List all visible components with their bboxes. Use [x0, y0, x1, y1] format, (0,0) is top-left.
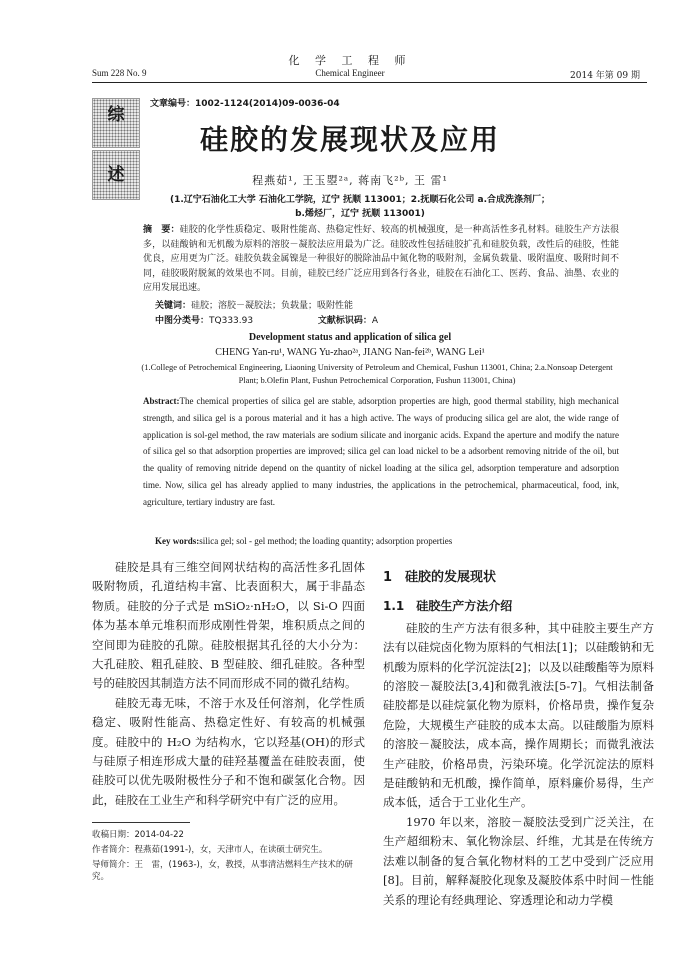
body-right-column: [383, 558, 654, 910]
section-heading: 1 硅胶的发展现状: [383, 570, 497, 585]
received-date: 收稿日期：2014-04-22: [92, 830, 184, 840]
review-badge-char: 述: [107, 165, 125, 185]
author-list: 程燕茹¹, 王玉曌²ᵃ, 蒋南飞²ᵇ, 王 雷¹: [252, 174, 448, 187]
doc-code-value: A: [371, 316, 379, 326]
abstract-cn-text: 硅胶的化学性质稳定、吸附性能高、热稳定性好、较高的机械强度，是一种高活性多孔材料。硅胶生产方法很多，以硅酸钠和无机酸为原料的溶胶－凝胶法应用最为广泛。硅胶改性包括硅胶扩孔和硅胶负载，改性后的硅胶，性能优良，应用更为广泛。硅胶负载金属镍是一种很好的脱除油品中氮化物的吸附剂，金属负载量、吸附温度、吸附时间不同，硅胶吸附脱氮的效果也不同。目前，硅胶已经广泛应用到各行各业，硅胶在石油化工、医药、食品、油墨、农业的应用发展迅速。: [143, 225, 619, 294]
footnote-rule: [92, 822, 190, 823]
header-rule: [92, 82, 647, 83]
english-keywords-text: silica gel; sol - gel method; the loading quantity; adsorption properties: [199, 536, 453, 546]
keywords-cn-text: 硅胶；溶胶－凝胶法；负载量；吸附性能: [191, 301, 354, 311]
body-left-column: [92, 558, 365, 810]
clc-value: TQ333.93: [209, 316, 254, 326]
keywords-cn-label: 关键词：: [155, 301, 192, 311]
journal-name-cn: 化 学 工 程 师: [288, 54, 412, 67]
english-keywords-label: Key words:: [155, 536, 200, 546]
issue-year: 2014 年第 09 期: [570, 71, 640, 81]
keywords-cn: [155, 298, 353, 311]
review-badge-char: 综: [107, 105, 125, 125]
english-abstract: [143, 393, 619, 511]
affiliation-cn: [110, 193, 610, 221]
english-title: Development status and application of silica gel: [248, 332, 452, 343]
abstract-cn: [143, 223, 619, 296]
affiliation-line: b.烯烃厂，辽宁 抚顺 113001): [295, 209, 425, 219]
body-paragraph: 硅胶是具有三维空间网状结构的高活性多孔固体吸附物质，孔道结构丰富、比表面积大，属于非晶态物质。硅胶的分子式是 mSiO₂·nH₂O，以 Si-O 四面体为基本单元堆积而形成刚性骨架，堆积质点之间的空间即为硅胶的孔隙。硅胶根据其孔径的大小分为：大孔硅胶、粗孔硅胶、B 型硅胶、细孔硅胶。各种型号的硅胶因其制造方法不同而形成不同的微孔结构。: [92, 560, 365, 691]
english-abstract-text: The chemical properties of silica gel are stable, adsorption properties are high, good thermal stability, high mechanical strength, and silica gel is a porous material and it has a high active. The ways of producing silica gel are alot, the wide range of application is sol-gel method, the raw materials are sodium silicate and inorganic acids. Expand the aperture and modify the nature of silica gel so that adsorption properties are improved; silica gel can load nickel to be a adsorbent removing nitride of the oil, but the quality of removing nitride depend on the quantity of nickel loading at the silica gel, adsorption temperature and adsorption time. Now, silica gel has already applied to many industries, the applications in the petrochemical, pharmaceutical, food, ink, agriculture, tertiary industry are fast.: [143, 396, 619, 507]
journal-name-en: Chemical Engineer: [315, 68, 385, 78]
body-paragraph: 硅胶无毒无味，不溶于水及任何溶剂，化学性质稳定、吸附性能高、热稳定性好、有较高的机械强度。硅胶中的 H₂O 为结构水，它以羟基(OH)的形式与硅原子相连形成大量的硅羟基覆盖在硅胶表面，使硅胶可以优先吸附极性分子和不饱和碳氢化合物。因此，硅胶在工业生产和科学研究中有广泛的应用。: [92, 695, 365, 807]
body-paragraph: 1970 年以来，溶胶－凝胶法受到广泛关注，在生产超细粉末、氧化物涂层、纤维，尤其是在传统方法难以制备的复合氧化物材料的工艺中受到广泛应用[8]。目前，解释凝胶化现象及凝胶体系中时间－性能关系的理论有经典理论、穿透理论和动力学模: [383, 814, 654, 907]
article-number: 文章编号：1002-1124(2014)09-0036-04: [150, 99, 340, 109]
affiliation-line: (1.辽宁石油化工大学 石油化工学院，辽宁 抚顺 113001；2.抚顺石化公司 a.合成洗涤剂厂；: [169, 195, 551, 205]
paper-title: 硅胶的发展现状及应用: [199, 123, 500, 156]
advisor-bio: 导师简介：王 雷，(1963-)，女，教授，从事清洁燃料生产技术的研究。: [92, 860, 353, 882]
clc-label: 中图分类号：: [155, 316, 210, 326]
abstract-cn-label: 摘 要：: [143, 225, 180, 235]
english-abstract-label: Abstract:: [143, 396, 180, 406]
english-keywords: [155, 536, 452, 546]
english-affiliation: (1.College of Petrochemical Engineering, Liaoning University of Petroleum and Chemical, Fushun 113001, China; 2.a.Nonsoap Detergent Plant; b.Olefin Plant, Fushun Petrochemical Corporation, Fushun 113001, China): [141, 362, 613, 385]
body-paragraph: 硅胶的生产方法有很多种，其中硅胶主要生产方法有以硅烷卤化物为原料的气相法[1]；以硅酸钠和无机酸为原料的化学沉淀法[2]；以及以硅酸酯等为原料的溶胶－凝胶法[3,4]和微乳液法[5-7]。气相法制备硅胶都是以硅烷氯化物为原料，价格昂贵，操作复杂危险，大规模生产硅胶的成本太高。以硅酸脂为原料的溶胶－凝胶法，成本高，操作周期长；而微乳液法生产硅胶，价格昂贵，污染环境。化学沉淀法的原料是硅酸钠和无机酸，操作简单，原料廉价易得，生产成本低，适合于工业化生产。: [383, 620, 654, 810]
author-bio: 作者简介：程燕茹(1991-)，女，天津市人，在读硕士研究生。: [92, 845, 328, 855]
doc-code-label: 文献标识码：: [317, 316, 372, 326]
issue-number: Sum 228 No. 9: [92, 68, 147, 78]
english-authors: CHENG Yan-ru¹, WANG Yu-zhao²ᵃ, JIANG Nan-fei²ᵇ, WANG Lei¹: [215, 347, 485, 358]
subsection-heading: 1.1 硅胶生产方法介绍: [383, 599, 513, 614]
classification-line: [155, 313, 575, 326]
